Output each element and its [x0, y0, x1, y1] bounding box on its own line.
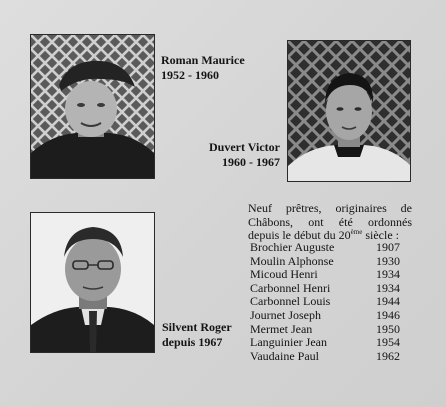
- portrait-photo-roman: [30, 34, 155, 179]
- intro-line-3-end: siècle :: [362, 228, 399, 243]
- priest-name: Moulin Alphonse: [250, 253, 334, 268]
- ordination-year: 1946: [376, 307, 400, 322]
- list-item: [250, 241, 400, 255]
- caption-roman: [161, 53, 245, 83]
- portrait-photo-silvent: [30, 212, 155, 353]
- caption-years: 1952 - 1960: [161, 68, 219, 82]
- priest-name: Mermet Jean: [250, 321, 313, 336]
- ordination-year: 1954: [376, 335, 400, 350]
- ordination-year: 1950: [376, 321, 400, 336]
- priest-name: Vaudaine Paul: [250, 348, 319, 363]
- superscript-ordinal: ème: [350, 228, 363, 237]
- ordination-year: 1934: [376, 280, 400, 295]
- intro-line-3-text: depuis le début du 20: [248, 228, 351, 243]
- list-item: [250, 336, 400, 350]
- list-item: [250, 282, 400, 296]
- priest-name: Carbonnel Louis: [250, 294, 331, 309]
- caption-name: Duvert Victor: [209, 140, 280, 154]
- intro-line-2: Châbons, ont été ordonnés: [248, 214, 412, 229]
- list-item: [250, 295, 400, 309]
- priest-name: Carbonnel Henri: [250, 280, 331, 295]
- ordination-year: 1907: [376, 240, 400, 254]
- list-item: [250, 323, 400, 337]
- ordination-year: 1944: [376, 294, 400, 309]
- list-item: [250, 268, 400, 282]
- intro-line-1: Neuf prêtres, originaires de: [248, 201, 412, 215]
- ordination-year: 1962: [376, 348, 400, 363]
- ordination-year: 1930: [376, 253, 400, 268]
- priest-name: Journet Joseph: [250, 307, 321, 322]
- ordination-year: 1934: [376, 267, 400, 282]
- list-item: [250, 255, 400, 269]
- portrait-photo-duvert: [287, 40, 411, 182]
- caption-years: 1960 - 1967: [222, 155, 280, 169]
- caption-name: Silvent Roger: [162, 320, 232, 334]
- priest-name: Languinier Jean: [250, 335, 327, 350]
- list-item: [250, 309, 400, 323]
- caption-duvert: [180, 140, 280, 170]
- list-item: [250, 350, 400, 364]
- caption-years: depuis 1967: [162, 335, 223, 349]
- priest-name: Brochier Auguste: [250, 240, 335, 254]
- priest-name: Micoud Henri: [250, 267, 318, 282]
- ordination-intro-paragraph: [248, 202, 412, 243]
- caption-name: Roman Maurice: [161, 53, 245, 67]
- caption-silvent: [162, 320, 232, 350]
- ordained-priests-list: [250, 241, 400, 363]
